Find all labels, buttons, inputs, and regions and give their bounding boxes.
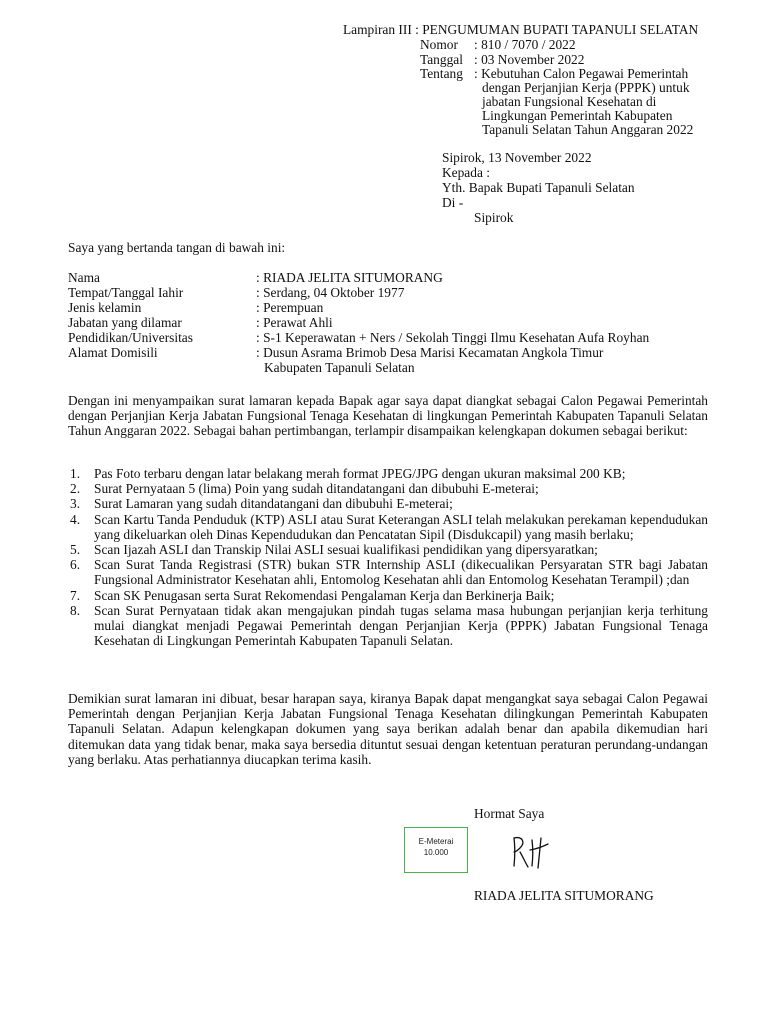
list-text: Scan Surat Tanda Registrasi (STR) bukan STR Internship ASLI (dikecualikan Persyaratan STR bagi Jabatan Fungsional Administrator Kesehatan ahli, Entomolog Kesehatan ahli dan Entomolog Kesehatan Terampil) ;dan [94, 557, 708, 588]
recipient: Yth. Bapak Bupati Tapanuli Selatan [442, 180, 635, 195]
list-number: 1. [70, 466, 81, 481]
meterai-value: 10.000 [423, 848, 449, 857]
identity-value: : RIADA JELITA SITUMORANG [256, 270, 443, 285]
list-item [68, 512, 708, 542]
list-item [68, 466, 708, 481]
identity-label: Jenis kelamin [68, 300, 142, 315]
identity-value: : Dusun Asrama Brimob Desa Marisi Kecamatan Angkola Timur [256, 345, 604, 360]
list-text: Pas Foto terbaru dengan latar belakang merah format JPEG/JPG dengan ukuran maksimal 200 KB; [94, 466, 626, 481]
lampiran-line: Lampiran III : PENGUMUMAN BUPATI TAPANULI SELATAN [343, 22, 699, 37]
tentang-line: Lingkungan Pemerintah Kabupaten [482, 108, 673, 123]
identity-value-continued: Kabupaten Tapanuli Selatan [264, 360, 415, 375]
list-item [68, 542, 708, 557]
handwritten-signature [508, 832, 554, 872]
identity-label: Nama [68, 270, 100, 285]
tanggal-label: Tanggal [420, 52, 463, 67]
list-item [68, 603, 708, 649]
tentang-line: jabatan Fungsional Kesehatan di [482, 94, 657, 109]
identity-label: Alamat Domisili [68, 345, 158, 360]
list-text: Scan SK Penugasan serta Surat Rekomendasi Pengalaman Kerja dan Berkinerja Baik; [94, 587, 555, 603]
tentang-line: : Kebutuhan Calon Pegawai Pemerintah [474, 66, 689, 81]
list-text: Surat Lamaran yang sudah ditandatangani dan dibubuhi E-meterai; [94, 496, 453, 512]
body-paragraph: Dengan ini menyampaikan surat lamaran kepada Bapak agar saya dapat diangkat sebagai Calon Pegawai Pemerintah dengan Perjanjian Kerja Jabatan Fungsional Tenaga Kesehatan di lingkungan Pemerintah Kabupaten Tapanuli Selatan Tahun Anggaran 2022. Sebagai bahan pertimbangan, terlampir disampaikan kelengkapan dokumen sebagai berikut: [68, 393, 708, 439]
list-number: 6. [70, 557, 81, 573]
list-number: 5. [70, 542, 81, 558]
identity-value: : Perawat Ahli [256, 315, 333, 330]
identity-value: : Serdang, 04 Oktober 1977 [256, 285, 405, 300]
intro-text: Saya yang bertanda tangan di bawah ini: [68, 240, 286, 255]
list-number: 3. [70, 496, 81, 512]
tentang-label: Tentang [420, 66, 463, 81]
list-text: Scan Surat Pernyataan tidak akan mengajukan pindah tugas selama masa hubungan perjanjian kerja terhitung mulai diangkat menjadi Pegawai Pemerintah dengan Perjanjian Kerja (PPPK) Jabatan Fungsional Tenaga Kesehatan di Lingkungan Pemerintah Kabupaten Tapanuli Selatan. [94, 602, 708, 649]
tentang-line: dengan Perjanjian Kerja (PPPK) untuk [482, 80, 690, 95]
identity-label: Tempat/Tanggal Iahir [68, 285, 184, 300]
document-list [68, 466, 708, 648]
list-number: 2. [70, 481, 81, 497]
identity-label: Pendidikan/Universitas [68, 330, 193, 345]
signatory-name: RIADA JELITA SITUMORANG [474, 888, 654, 903]
di-label: Di - [442, 195, 464, 210]
list-number: 8. [70, 602, 81, 618]
list-item [68, 481, 708, 496]
kepada-label: Kepada : [442, 165, 490, 180]
list-text: Surat Pernyataan 5 (lima) Poin yang sudah ditandatangani dan dibubuhi E-meterai; [94, 481, 539, 497]
recipient-city: Sipirok [474, 210, 514, 225]
e-meterai-stamp [404, 827, 468, 873]
tanggal-value: : 03 November 2022 [474, 52, 585, 67]
tentang-line: Tapanuli Selatan Tahun Anggaran 2022 [482, 122, 694, 137]
list-text: Scan Ijazah ASLI dan Transkip Nilai ASLI sesuai kualifikasi pendidikan yang dipersyaratkan; [94, 542, 598, 558]
identity-value: : S-1 Keperawatan + Ners / Sekolah Tinggi Ilmu Kesehatan Aufa Royhan [256, 330, 650, 345]
meterai-label: E-Meterai [418, 837, 454, 846]
closing-paragraph: Demikian surat lamaran ini dibuat, besar harapan saya, kiranya Bapak dapat mengangkat saya sebagai Calon Pegawai Pemerintah dengan Perjanjian Kerja Jabatan Fungsional Tenaga Kesehatan dilingkungan Pemerintah Kabupaten Tapanuli Selatan. Adapun kelengkapan dokumen yang saya berikan adalah benar dan apabila dikemudian hari ditemukan data yang tidak benar, maka saya bersedia dituntut sesuai dengan ketentuan peraturan perundang-undangan yang berlaku. Atas perhatiannya diucapkan terima kasih. [68, 691, 708, 767]
list-item [68, 496, 708, 511]
list-item [68, 588, 708, 603]
list-text: Scan Kartu Tanda Penduduk (KTP) ASLI atau Surat Keterangan ASLI telah melakukan perekaman kependudukan yang dikeluarkan oleh Dinas Kependudukan dan Pencatatan Sipil (Disdukcapil) yang masih berlaku; [94, 511, 708, 542]
identity-label: Jabatan yang dilamar [68, 315, 182, 330]
nomor-value: : 810 / 7070 / 2022 [474, 37, 576, 52]
nomor-label: Nomor [420, 37, 458, 52]
list-item [68, 557, 708, 587]
identity-value: : Perempuan [256, 300, 324, 315]
list-number: 4. [70, 511, 81, 527]
closing-salutation: Hormat Saya [474, 806, 545, 821]
place-date: Sipirok, 13 November 2022 [442, 150, 592, 165]
list-number: 7. [70, 587, 81, 603]
